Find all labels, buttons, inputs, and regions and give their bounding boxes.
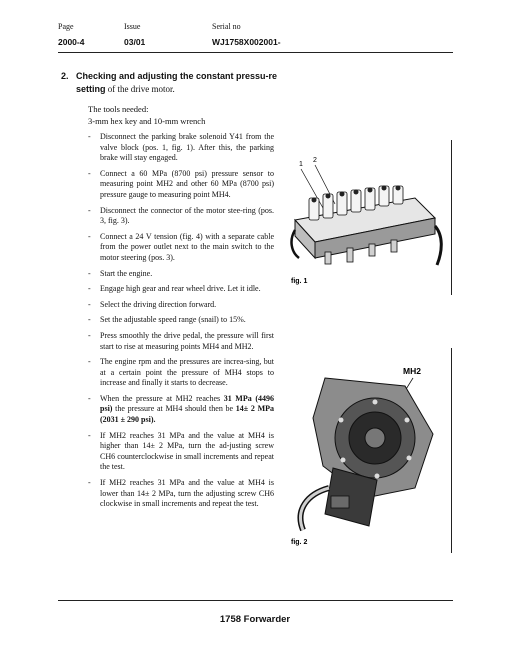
step-item: - Set the adjustable speed range (snail) to 15%. (88, 315, 274, 326)
callout-2: 2 (313, 157, 317, 164)
section-title-rest: of the drive motor. (105, 84, 175, 94)
issue-value: 03/01 (124, 37, 146, 47)
step-item: - The engine rpm and the pressures are increa-sing, but at a certain point the pressure of MH4 stops to increase and finally it starts to decrease. (88, 357, 274, 389)
step-text: the pressure at MH4 should then be (112, 404, 236, 414)
pressure-mh2-value: 31 MPa (4496 psi) (100, 393, 274, 414)
step-item: - If MH2 reaches 31 MPa and the value at MH4 is higher than 14± 2 MPa, turn the ad-justing screw CH6 counterclockwise in small increments and repeat the test. (88, 431, 274, 473)
step-item-pressure (88, 394, 274, 426)
issue-label: Issue (124, 22, 141, 31)
section-heading (61, 70, 291, 96)
step-item: - If MH2 reaches 31 MPa and the value at MH4 is lower than 14± 2 MPa, turn the adjusting screw CH6 clockwise in small increments and repeat the test. (88, 478, 274, 510)
tools-list: 3-mm hex key and 10-mm wrench (88, 115, 206, 126)
serial-value: WJ1758X002001- (212, 37, 281, 47)
step-item: - Start the engine. (88, 269, 274, 280)
page-value: 2000-4 (58, 37, 85, 47)
fig2-caption: fig. 2 (291, 539, 308, 546)
step-item: - Disconnect the connector of the motor stee-ring (pos. 3, fig. 3). (88, 206, 274, 227)
callout-1: 1 (299, 161, 303, 168)
step-item: - Press smoothly the drive pedal, the pressure will first start to rise at measuring points MH4 and MH2. (88, 331, 274, 352)
procedure-steps (88, 132, 274, 515)
footer-title: 1758 Forwarder (219, 614, 291, 625)
page-label: Page (58, 22, 74, 31)
pressure-mh4-value: 14± 2 MPa (2031 ± 290 psi). (100, 404, 274, 425)
figure-2 (285, 348, 452, 553)
fig1-caption: fig. 1 (291, 278, 308, 285)
step-item: - Connect a 24 V tension (fig. 4) with a separate cable from the power outlet next to the main switch to the motor steering (pos. 3). (88, 232, 274, 264)
tools-intro: The tools needed: (88, 104, 149, 114)
header-rule (58, 52, 453, 53)
valve-block-illustration (285, 140, 451, 295)
serial-label: Serial no (212, 22, 241, 31)
section-number: 2. (61, 71, 69, 81)
step-item: - Select the driving direction forward. (88, 300, 274, 311)
step-item: - Engage high gear and rear wheel drive. Let it idle. (88, 284, 274, 295)
step-item: - Connect a 60 MPa (8700 psi) pressure sensor to measuring point MH2 and other 60 MPa (8700 psi) pressure gauge to measuring point MH4. (88, 169, 274, 201)
footer-rule (58, 600, 453, 601)
figure-1 (285, 140, 452, 295)
drive-motor-illustration (285, 348, 451, 553)
mh2-label: MH2 (403, 366, 421, 376)
section-title: Checking and adjusting the constant pressu-re setting (76, 71, 278, 94)
step-text: When the pressure at MH2 reaches (100, 393, 224, 403)
step-item: - Disconnect the parking brake solenoid Y41 from the valve block (pos. 1, fig. 1). After this, the parking brake will stay engaged. (88, 132, 274, 164)
tools-block (88, 104, 205, 127)
